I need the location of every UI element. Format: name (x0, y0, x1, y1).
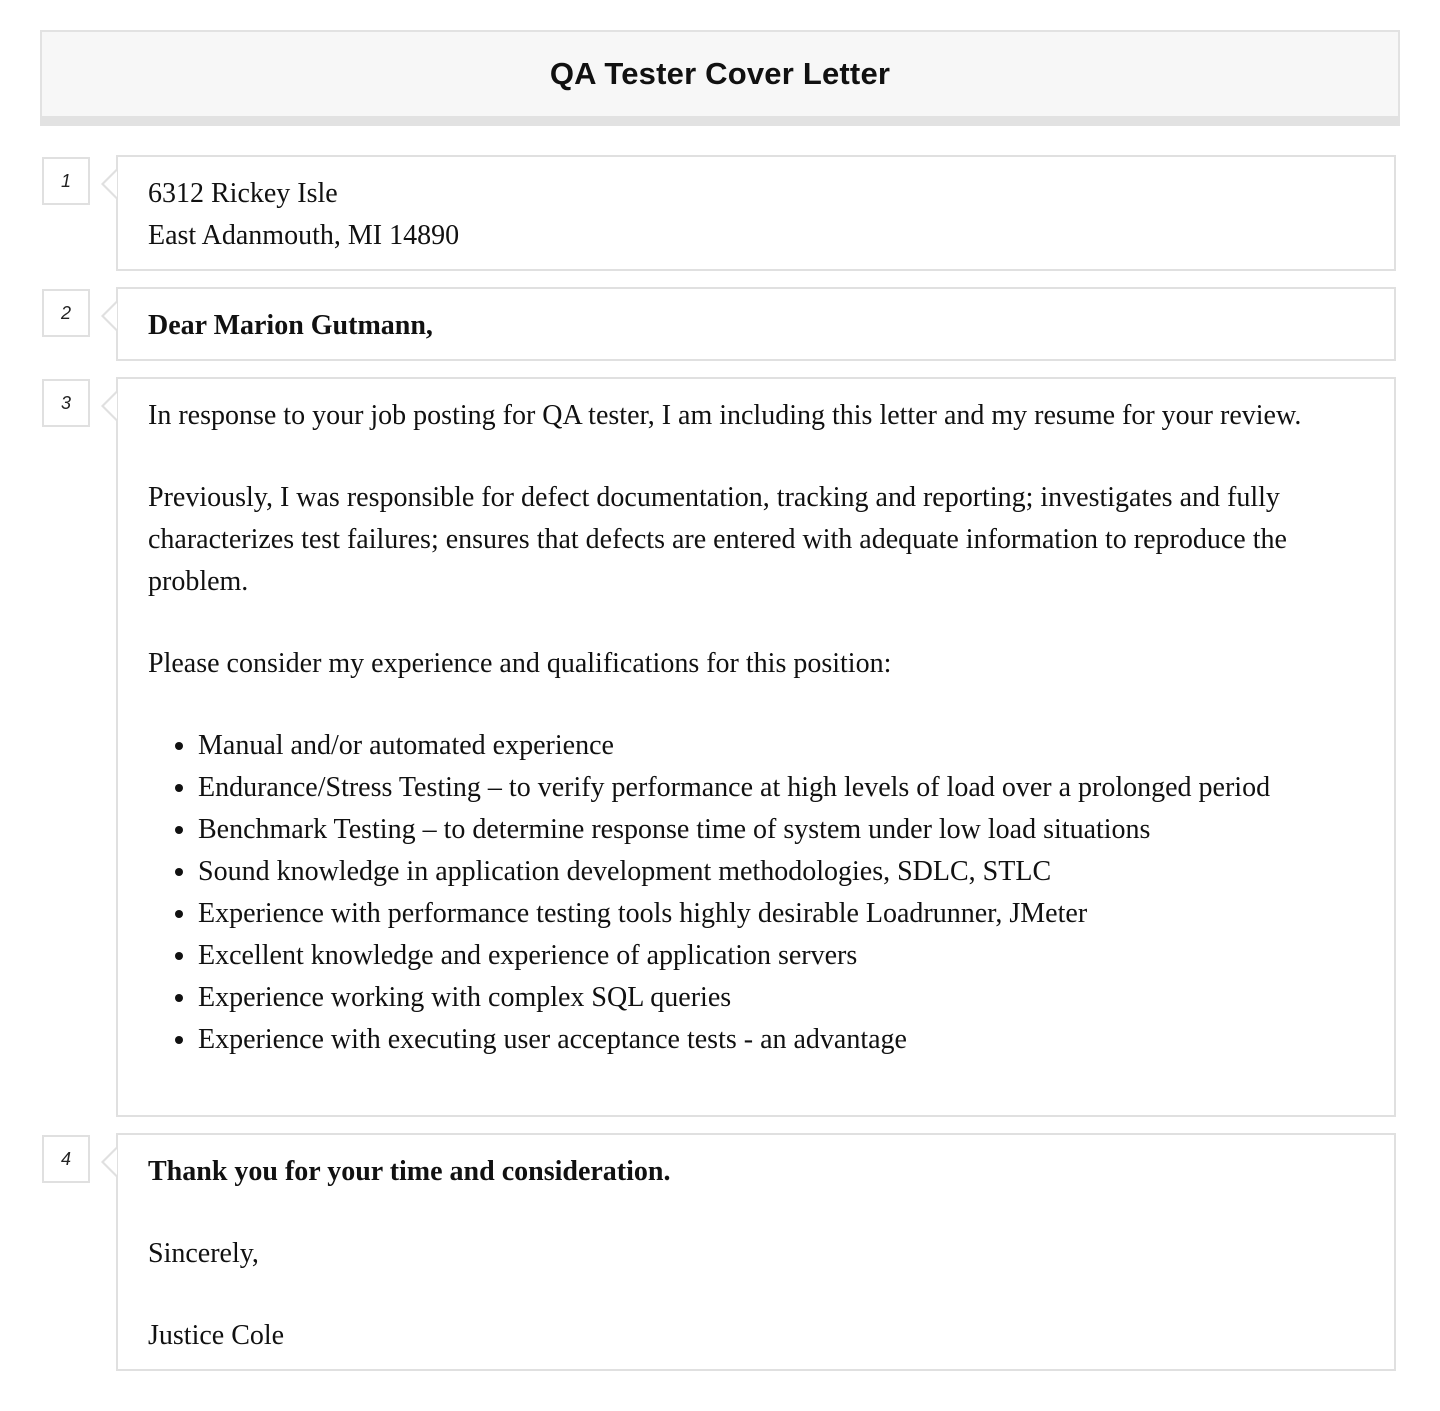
address-line-2: East Adanmouth, MI 14890 (148, 220, 460, 251)
section-number-2: 2 (42, 289, 90, 337)
address-block (116, 155, 1396, 271)
body-paragraph-3: Please consider my experience and qualifications for this position: (148, 648, 892, 679)
body-paragraph-2: Previously, I was responsible for defect documentation, tracking and reporting; investigates and fully characterizes test failures; ensures that defects are entered with adequate information to reproduce the problem. (148, 482, 1287, 597)
letter-body-block (116, 377, 1396, 1117)
thanks-text: Thank you for your time and consideration. (148, 1156, 671, 1187)
list-item: • Experience with performance testing tools highly desirable Loadrunner, JMeter (198, 893, 1364, 935)
greeting-text: Dear Marion Gutmann, (148, 310, 433, 341)
list-item: • Endurance/Stress Testing – to verify performance at high levels of load over a prolonged period (198, 767, 1364, 809)
body-paragraph-1: In response to your job posting for QA tester, I am including this letter and my resume for your review. (148, 400, 1302, 431)
closing-block (116, 1133, 1396, 1371)
qualifications-list (148, 725, 1364, 1061)
section-number-3: 3 (42, 379, 90, 427)
list-item: • Benchmark Testing – to determine response time of system under low load situations (198, 809, 1364, 851)
section-number-4: 4 (42, 1135, 90, 1183)
list-item: • Manual and/or automated experience (198, 725, 1364, 767)
section-number-1: 1 (42, 157, 90, 205)
list-item: • Experience with executing user acceptance tests - an advantage (198, 1019, 1364, 1061)
address-line-1: 6312 Rickey Isle (148, 178, 338, 209)
page-title: QA Tester Cover Letter (549, 56, 891, 91)
closing-text: Sincerely, (148, 1238, 259, 1269)
list-item: • Sound knowledge in application development methodologies, SDLC, STLC (198, 851, 1364, 893)
greeting-block (116, 287, 1396, 361)
list-item: • Experience working with complex SQL queries (198, 977, 1364, 1019)
signature-name: Justice Cole (148, 1320, 285, 1351)
list-item: • Excellent knowledge and experience of application servers (198, 935, 1364, 977)
page-header (40, 30, 1400, 126)
